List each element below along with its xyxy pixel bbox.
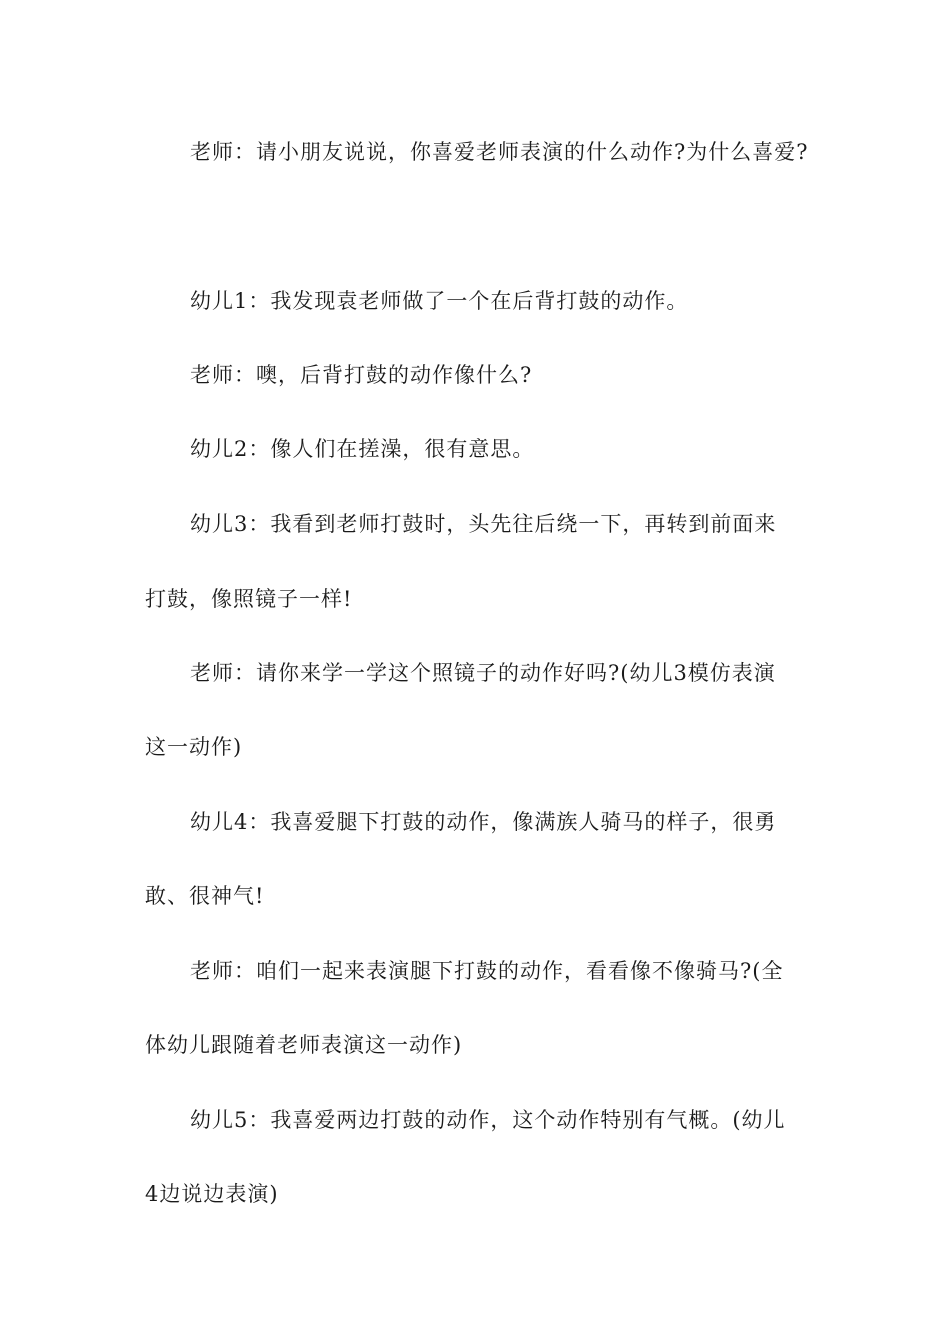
paragraph-line-continuation: 这一动作)	[145, 735, 243, 759]
paragraph-line: 老师：请小朋友说说，你喜爱老师表演的什么动作?为什么喜爱?	[190, 140, 809, 164]
paragraph-line: 幼儿2：像人们在搓澡，很有意思。	[190, 437, 535, 461]
paragraph-line: 幼儿3：我看到老师打鼓时，头先往后绕一下，再转到前面来	[190, 512, 777, 536]
paragraph-line-continuation: 体幼儿跟随着老师表演这一动作)	[145, 1033, 463, 1057]
paragraph-line-continuation: 4边说边表演)	[145, 1182, 279, 1206]
paragraph-line-continuation: 打鼓，像照镜子一样!	[145, 587, 353, 611]
paragraph-line: 老师：请你来学一学这个照镜子的动作好吗?(幼儿3模仿表演	[190, 661, 776, 685]
paragraph-line: 幼儿1：我发现袁老师做了一个在后背打鼓的动作。	[190, 289, 689, 313]
paragraph-line: 老师：咱们一起来表演腿下打鼓的动作，看看像不像骑马?(全	[190, 959, 784, 983]
paragraph-line: 老师：噢，后背打鼓的动作像什么?	[190, 363, 533, 387]
paragraph-line: 幼儿5：我喜爱两边打鼓的动作，这个动作特别有气概。(幼儿	[190, 1108, 786, 1132]
paragraph-line: 幼儿4：我喜爱腿下打鼓的动作，像满族人骑马的样子，很勇	[190, 810, 777, 834]
paragraph-line-continuation: 敢、很神气!	[145, 884, 265, 908]
